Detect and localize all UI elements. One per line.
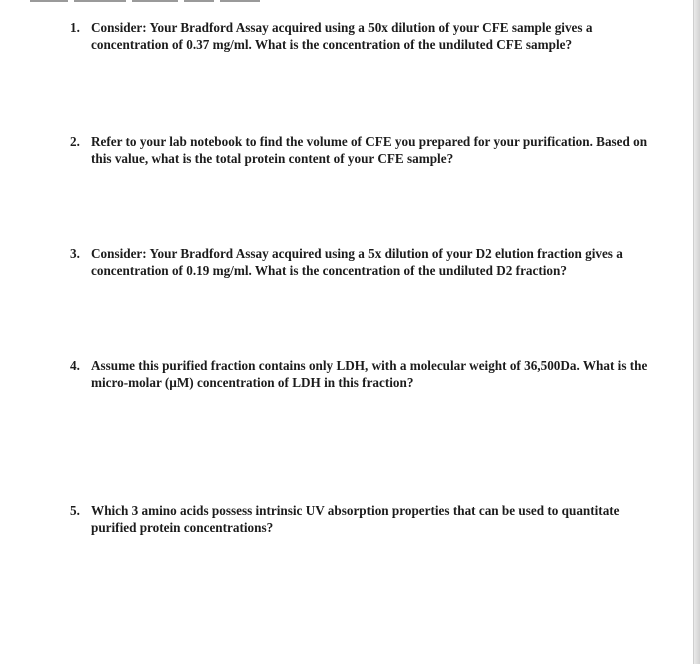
question-3-text: Consider: Your Bradford Assay acquired using a 5x dilution of your D2 elution fraction gives a concentration of 0.19 mg/ml. What is the concentration of the undiluted D2 fraction? [91,246,623,278]
question-5 [70,502,650,536]
question-4 [70,357,650,391]
question-3 [70,245,650,279]
question-1-text: Consider: Your Bradford Assay acquired using a 50x dilution of your CFE sample gives a concentration of 0.37 mg/ml. What is the concentration of the undiluted CFE sample? [91,20,593,52]
question-2 [70,133,650,167]
question-5-number: 5. [70,503,80,518]
cropped-heading-remnant [30,0,260,3]
question-4-number: 4. [70,358,80,373]
question-1 [70,19,650,53]
question-2-text: Refer to your lab notebook to find the volume of CFE you prepared for your purification. Based on this value, what is the total protein content of your CFE sample? [91,134,648,166]
question-3-number: 3. [70,246,80,261]
question-4-text: Assume this purified fraction contains only LDH, with a molecular weight of 36,500Da. What is the micro-molar (µM) concentration of LDH in this fraction? [91,358,648,390]
question-1-number: 1. [70,20,80,35]
question-2-number: 2. [70,134,80,149]
page-edge-border [693,0,700,664]
question-5-text: Which 3 amino acids possess intrinsic UV absorption properties that can be used to quantitate purified protein concentrations? [91,503,620,535]
